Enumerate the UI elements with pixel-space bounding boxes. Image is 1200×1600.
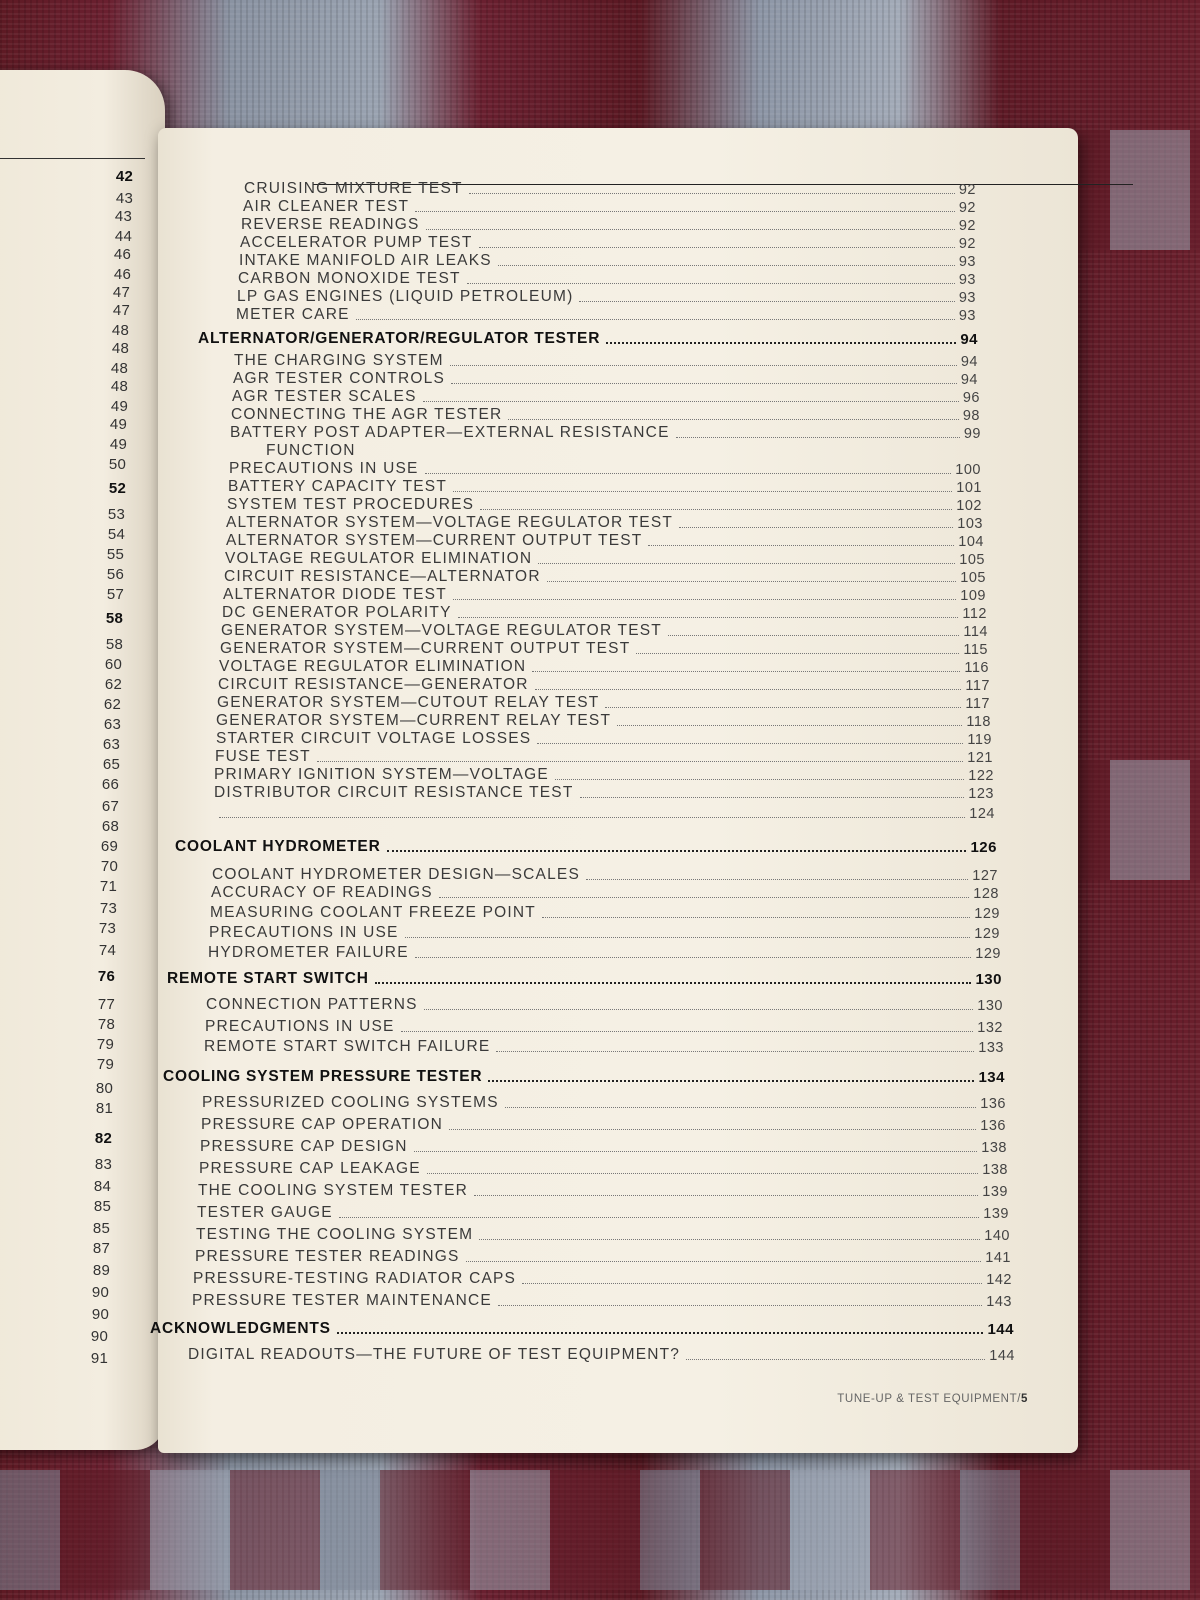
toc-entry	[216, 710, 991, 730]
left-section-page-number: 52	[108, 480, 126, 497]
left-entry-page-number: 90	[90, 1328, 108, 1345]
dot-leader	[532, 671, 960, 672]
dot-leader	[686, 1359, 985, 1360]
dot-leader	[449, 1129, 976, 1130]
toc-section-title: ACKNOWLEDGMENTS	[150, 1320, 331, 1337]
toc-entry-title: GENERATOR SYSTEM—CUTOUT RELAY TEST	[217, 694, 600, 711]
dot-leader	[537, 743, 963, 744]
toc-entry-title: CARBON MONOXIDE TEST	[238, 270, 461, 287]
toc-entry-title: FUSE TEST	[215, 748, 311, 765]
toc-page-number: 129	[975, 946, 1001, 962]
toc-entry	[233, 368, 978, 388]
left-entry-page-number: 57	[106, 586, 124, 603]
left-entry-page-number: 46	[113, 246, 131, 263]
left-entry-page-number: 62	[104, 676, 122, 693]
rug-band	[0, 1470, 1200, 1590]
dot-leader	[415, 211, 955, 212]
toc-page-number: 139	[982, 1184, 1008, 1200]
dot-leader	[636, 653, 959, 654]
toc-entry	[231, 404, 980, 424]
toc-page-number: 123	[968, 786, 994, 802]
toc-entry	[209, 922, 1000, 942]
toc-page-number: 139	[983, 1206, 1009, 1222]
toc-entry-title: BATTERY POST ADAPTER—EXTERNAL RESISTANCE	[230, 424, 670, 441]
left-entry-page-number: 44	[114, 228, 132, 245]
toc-entry	[244, 178, 976, 198]
left-entry-page-number: 47	[112, 302, 130, 319]
toc-section	[163, 1066, 1005, 1086]
toc-entry-title: REVERSE READINGS	[241, 216, 420, 233]
toc-entry-title: PRECAUTIONS IN USE	[209, 924, 399, 941]
dot-leader	[496, 1051, 974, 1052]
toc-entry-title: CONNECTING THE AGR TESTER	[231, 406, 503, 423]
toc-entry-title: SYSTEM TEST PROCEDURES	[227, 496, 475, 513]
toc-entry	[212, 864, 998, 884]
toc-page-number: 136	[980, 1118, 1006, 1134]
toc-entry	[220, 638, 988, 658]
left-entry-page-number: 56	[106, 566, 124, 583]
toc-page-number: 129	[974, 906, 1000, 922]
dot-leader	[555, 779, 964, 780]
toc-entry-title: TESTING THE COOLING SYSTEM	[196, 1226, 474, 1243]
toc-entry	[240, 232, 976, 252]
dot-leader	[219, 817, 965, 818]
toc-entry	[204, 1036, 1004, 1056]
toc-page-number: 136	[980, 1096, 1006, 1112]
dot-leader	[479, 247, 955, 248]
toc-entry-title: GENERATOR SYSTEM—CURRENT OUTPUT TEST	[220, 640, 631, 657]
toc-page-number: 104	[958, 534, 984, 550]
toc-page-number: 141	[985, 1250, 1011, 1266]
dot-leader	[676, 437, 960, 438]
dot-leader	[401, 1031, 974, 1032]
toc-entry	[197, 1202, 1009, 1222]
toc-entry	[232, 386, 980, 406]
left-entry-page-number: 58	[105, 636, 123, 653]
dot-leader	[339, 1217, 979, 1218]
left-entry-page-number: 90	[91, 1284, 109, 1301]
toc-page-number: 103	[957, 516, 983, 532]
left-entry-page-number: 53	[107, 506, 125, 523]
toc-page-number: 116	[964, 660, 989, 676]
footer-title: TUNE-UP & TEST EQUIPMENT/	[837, 1393, 1021, 1405]
toc-entry-title: DIGITAL READOUTS—THE FUTURE OF TEST EQUIPMENT?	[188, 1346, 681, 1363]
dot-leader	[337, 1332, 984, 1334]
toc-entry-title: AGR TESTER SCALES	[232, 388, 417, 405]
toc-entry	[211, 882, 999, 902]
dot-leader	[488, 1080, 974, 1082]
dot-leader	[424, 1009, 974, 1010]
toc-entry-title: ACCURACY OF READINGS	[211, 884, 433, 901]
dot-leader	[466, 1261, 982, 1262]
toc-section-title: REMOTE START SWITCH	[167, 970, 369, 987]
dot-leader	[579, 301, 954, 302]
toc-entry	[221, 620, 988, 640]
dot-leader	[542, 917, 970, 918]
toc-entry-title: INTAKE MANIFOLD AIR LEAKS	[239, 252, 492, 269]
toc-entry-title: PRESSURE CAP LEAKAGE	[199, 1160, 421, 1177]
left-page	[0, 70, 165, 1450]
dot-leader	[450, 365, 957, 366]
toc-entry	[236, 304, 976, 324]
left-section-page-number: 76	[97, 968, 115, 985]
right-page	[150, 128, 1078, 1453]
left-entry-page-number: 85	[92, 1220, 110, 1237]
toc-entry-title: PRESSURIZED COOLING SYSTEMS	[202, 1094, 499, 1111]
dot-leader	[679, 527, 953, 528]
left-entry-page-number: 81	[95, 1100, 113, 1117]
dot-leader	[453, 599, 956, 600]
toc-page-number: 94	[960, 331, 978, 348]
toc-entry	[226, 530, 984, 550]
dot-leader	[606, 342, 956, 344]
dot-leader	[426, 229, 955, 230]
left-entry-page-number: 67	[101, 798, 119, 815]
toc-page-number: 142	[986, 1272, 1012, 1288]
left-section-page-number: 42	[115, 168, 133, 185]
left-section-page-number: 82	[94, 1130, 112, 1147]
toc-entry	[195, 1246, 1011, 1266]
toc-entry-title: PRECAUTIONS IN USE	[205, 1018, 395, 1035]
dot-leader	[414, 1151, 978, 1152]
toc-entry	[210, 902, 1000, 922]
left-entry-page-number: 85	[93, 1198, 111, 1215]
toc-page-number: 117	[965, 696, 990, 712]
left-entry-page-number: 48	[111, 322, 129, 339]
dot-leader	[375, 982, 972, 984]
toc-entry	[200, 1136, 1007, 1156]
left-entry-page-number: 91	[90, 1350, 108, 1367]
left-entry-page-number: 48	[110, 360, 128, 377]
toc-entry	[228, 476, 982, 496]
dot-leader	[317, 761, 964, 762]
toc-page-number: 93	[958, 254, 976, 270]
left-entry-page-number: 74	[98, 942, 116, 959]
toc-entry	[239, 250, 976, 270]
toc-page-number: 114	[963, 624, 988, 640]
dot-leader	[387, 850, 967, 852]
left-entry-page-number: 69	[100, 838, 118, 855]
toc-entry	[223, 584, 986, 604]
toc-page-number: 138	[982, 1162, 1008, 1178]
toc-entry-title: TESTER GAUGE	[197, 1204, 333, 1221]
left-entry-page-number: 90	[91, 1306, 109, 1323]
toc-entry-title: AGR TESTER CONTROLS	[233, 370, 445, 387]
toc-page-number: 98	[962, 408, 980, 424]
left-entry-page-number: 55	[106, 546, 124, 563]
left-entry-page-number: 71	[99, 878, 117, 895]
toc-page-number: 92	[958, 200, 976, 216]
toc-section	[198, 328, 978, 348]
toc-entry-title: REMOTE START SWITCH FAILURE	[204, 1038, 491, 1055]
toc-entry-title: PRESSURE CAP OPERATION	[201, 1116, 444, 1133]
toc-entry-title: BATTERY CAPACITY TEST	[228, 478, 448, 495]
left-entry-page-number: 60	[104, 656, 122, 673]
toc-entry-title: METER CARE	[236, 306, 350, 323]
toc-section-title: COOLING SYSTEM PRESSURE TESTER	[163, 1068, 483, 1085]
toc-page-number: 128	[973, 886, 999, 902]
toc-page-number: 121	[967, 750, 993, 766]
dot-leader	[547, 581, 957, 582]
toc-entry-title: ALTERNATOR SYSTEM—CURRENT OUTPUT TEST	[226, 532, 643, 549]
toc-entry	[215, 746, 993, 766]
toc-page-number: 119	[967, 732, 992, 748]
dot-leader	[423, 401, 959, 402]
toc-page-number: 130	[977, 998, 1003, 1014]
left-entry-page-number: 83	[94, 1156, 112, 1173]
toc-entry	[208, 942, 1001, 962]
toc-page-number: 94	[960, 372, 978, 388]
toc-entry-title: ACCELERATOR PUMP TEST	[240, 234, 473, 251]
toc-page-number: 144	[989, 1348, 1015, 1364]
toc-entry	[193, 1268, 1012, 1288]
left-entry-page-number: 79	[96, 1056, 114, 1073]
dot-leader	[648, 545, 954, 546]
toc-entry-title: PRESSURE TESTER MAINTENANCE	[192, 1292, 492, 1309]
toc-entry-title: PRESSURE CAP DESIGN	[200, 1138, 408, 1155]
toc-page-number: 96	[962, 390, 980, 406]
left-entry-page-number: 48	[111, 340, 129, 357]
toc-page-number: 92	[958, 236, 976, 252]
toc-page-number: 99	[963, 426, 981, 442]
dot-leader	[580, 797, 965, 798]
left-entry-page-number: 84	[93, 1178, 111, 1195]
dot-leader	[498, 1305, 982, 1306]
toc-page-number: 140	[984, 1228, 1010, 1244]
toc-entry-title: VOLTAGE REGULATOR ELIMINATION	[219, 658, 527, 675]
toc-entry-title: COOLANT HYDROMETER DESIGN—SCALES	[212, 866, 580, 883]
toc-entry-title: THE COOLING SYSTEM TESTER	[198, 1182, 469, 1199]
toc-entry	[219, 656, 989, 676]
toc-entry-title: ALTERNATOR SYSTEM—VOLTAGE REGULATOR TEST	[226, 514, 674, 531]
toc-page-number: 124	[969, 806, 995, 822]
toc-entry	[218, 674, 990, 694]
left-entry-page-number: 80	[95, 1080, 113, 1097]
toc-page-number: 93	[958, 290, 976, 306]
left-section-page-number: 58	[105, 610, 123, 627]
dot-leader	[425, 473, 952, 474]
toc-entry-continuation: FUNCTION	[266, 442, 356, 459]
toc-entry	[198, 1180, 1008, 1200]
dot-leader	[427, 1173, 978, 1174]
left-entry-page-number: 79	[96, 1036, 114, 1053]
toc-page-number: 105	[959, 552, 985, 568]
left-page-rule	[0, 158, 145, 159]
toc-entry-title: CIRCUIT RESISTANCE—ALTERNATOR	[224, 568, 541, 585]
dot-leader	[415, 957, 972, 958]
dot-leader	[522, 1283, 982, 1284]
toc-page-number: 133	[978, 1040, 1004, 1056]
toc-section-title: COOLANT HYDROMETER	[175, 838, 381, 855]
toc-entry-title: PRECAUTIONS IN USE	[229, 460, 419, 477]
left-entry-page-number: 50	[108, 456, 126, 473]
toc-page-number: 93	[958, 272, 976, 288]
toc-entry-title: CRUISING MIXTURE TEST	[244, 180, 463, 197]
dot-leader	[505, 1107, 976, 1108]
dot-leader	[480, 509, 952, 510]
left-entry-page-number: 77	[97, 996, 115, 1013]
dot-leader	[474, 1195, 978, 1196]
toc-entry-title: VOLTAGE REGULATOR ELIMINATION	[225, 550, 533, 567]
toc-entry	[196, 1224, 1010, 1244]
toc-page-number: 118	[966, 714, 991, 730]
dot-leader	[458, 617, 959, 618]
dot-leader	[405, 937, 971, 938]
toc-entry-title: AIR CLEANER TEST	[243, 198, 410, 215]
dot-leader	[605, 707, 961, 708]
left-entry-page-number: 70	[100, 858, 118, 875]
left-entry-page-number: 78	[97, 1016, 115, 1033]
toc-page-number: 134	[978, 1069, 1005, 1086]
toc-entry	[206, 994, 1003, 1014]
toc-page-number: 115	[963, 642, 988, 658]
dot-leader	[479, 1239, 980, 1240]
toc-page-number: 143	[986, 1294, 1012, 1310]
toc-entry-title: PRIMARY IGNITION SYSTEM—VOLTAGE	[214, 766, 549, 783]
toc-entry	[201, 1114, 1006, 1134]
dot-leader	[356, 319, 955, 320]
left-entry-page-number: 87	[92, 1240, 110, 1257]
toc-entry-title: DC GENERATOR POLARITY	[222, 604, 452, 621]
toc-page-number: 130	[975, 971, 1002, 988]
toc-entry	[214, 764, 994, 784]
dot-leader	[668, 635, 959, 636]
toc-entry-title: MEASURING COOLANT FREEZE POINT	[210, 904, 536, 921]
toc-entry-title: PRESSURE-TESTING RADIATOR CAPS	[193, 1270, 517, 1287]
toc-entry	[226, 512, 983, 532]
toc-entry	[237, 286, 976, 306]
toc-page-number: 102	[956, 498, 982, 514]
toc-entry	[241, 214, 976, 234]
left-entry-page-number: 63	[103, 716, 121, 733]
toc-page-number: 126	[970, 839, 997, 856]
toc-section	[167, 968, 1002, 988]
left-entry-page-number: 43	[115, 190, 133, 207]
dot-leader	[617, 725, 962, 726]
toc-page-number: 129	[974, 926, 1000, 942]
page-footer	[837, 1393, 1028, 1405]
toc-page-number: 92	[958, 218, 976, 234]
toc-entry-title: ALTERNATOR DIODE TEST	[223, 586, 447, 603]
left-entry-page-number: 48	[110, 378, 128, 395]
toc-entry	[205, 1016, 1003, 1036]
left-entry-page-number: 46	[113, 266, 131, 283]
dot-leader	[451, 383, 957, 384]
toc-entry	[234, 350, 978, 370]
left-entry-page-number: 54	[107, 526, 125, 543]
dot-leader	[586, 879, 968, 880]
left-entry-page-number: 73	[98, 920, 116, 937]
toc-entry	[243, 196, 976, 216]
dot-leader	[538, 563, 955, 564]
toc-entry	[216, 728, 992, 748]
dot-leader	[453, 491, 952, 492]
toc-entry-title: LP GAS ENGINES (LIQUID PETROLEUM)	[237, 288, 574, 305]
dot-leader	[535, 689, 962, 690]
toc-entry	[227, 494, 982, 514]
toc-page-number: 122	[968, 768, 994, 784]
toc-entry-title: PRESSURE TESTER READINGS	[195, 1248, 460, 1265]
left-entry-page-number: 47	[112, 284, 130, 301]
toc-page-number: 132	[977, 1020, 1003, 1036]
toc-page-number: 93	[958, 308, 976, 324]
toc-entry	[214, 782, 994, 802]
left-entry-page-number: 62	[103, 696, 121, 713]
toc-section	[150, 1318, 1014, 1338]
toc-section-title: ALTERNATOR/GENERATOR/REGULATOR TESTER	[198, 330, 601, 347]
toc-section	[175, 836, 997, 856]
toc-page-number: 127	[972, 868, 998, 884]
toc-entry-title: HYDROMETER FAILURE	[208, 944, 409, 961]
left-entry-page-number: 89	[92, 1262, 110, 1279]
toc-entry	[222, 602, 987, 622]
toc-entry-title: CONNECTION PATTERNS	[206, 996, 418, 1013]
toc-entry	[224, 566, 986, 586]
left-entry-page-number: 68	[101, 818, 119, 835]
toc-entry-title: GENERATOR SYSTEM—VOLTAGE REGULATOR TEST	[221, 622, 662, 639]
toc-entry	[202, 1092, 1006, 1112]
toc-entry	[213, 802, 995, 822]
toc-page-number: 112	[962, 606, 987, 622]
toc-page-number: 101	[956, 480, 982, 496]
left-entry-page-number: 49	[109, 416, 127, 433]
toc-entry-title: DISTRIBUTOR CIRCUIT RESISTANCE TEST	[214, 784, 574, 801]
toc-entry-title: GENERATOR SYSTEM—CURRENT RELAY TEST	[216, 712, 612, 729]
toc-entry-title: CIRCUIT RESISTANCE—GENERATOR	[218, 676, 529, 693]
toc-page-number: 138	[981, 1140, 1007, 1156]
left-entry-page-number: 66	[101, 776, 119, 793]
left-entry-page-number: 49	[109, 436, 127, 453]
footer-page-number: 5	[1021, 1393, 1028, 1405]
toc-page-number: 109	[960, 588, 986, 604]
toc-page-number: 100	[955, 462, 981, 478]
toc-page-number: 117	[965, 678, 990, 694]
toc-entry	[188, 1344, 1015, 1364]
toc-page-number: 94	[960, 354, 978, 370]
toc-entry	[199, 1158, 1008, 1178]
toc-page-number: 92	[958, 182, 976, 198]
toc-page-number: 105	[960, 570, 986, 586]
dot-leader	[439, 897, 969, 898]
dot-leader	[498, 265, 955, 266]
toc-entry	[230, 422, 981, 442]
left-entry-page-number: 49	[110, 398, 128, 415]
dot-leader	[508, 419, 958, 420]
left-entry-page-number: 73	[99, 900, 117, 917]
toc-entry	[229, 458, 981, 478]
left-entry-page-number: 65	[102, 756, 120, 773]
toc-entry-title: STARTER CIRCUIT VOLTAGE LOSSES	[216, 730, 532, 747]
toc-entry	[192, 1290, 1012, 1310]
toc-entry-title: THE CHARGING SYSTEM	[234, 352, 444, 369]
toc-entry	[225, 548, 985, 568]
toc-entry	[217, 692, 990, 712]
left-entry-page-number: 43	[114, 208, 132, 225]
toc-page-number: 144	[987, 1321, 1014, 1338]
left-entry-page-number: 63	[102, 736, 120, 753]
toc-entry	[238, 268, 976, 288]
dot-leader	[469, 193, 955, 194]
dot-leader	[467, 283, 955, 284]
